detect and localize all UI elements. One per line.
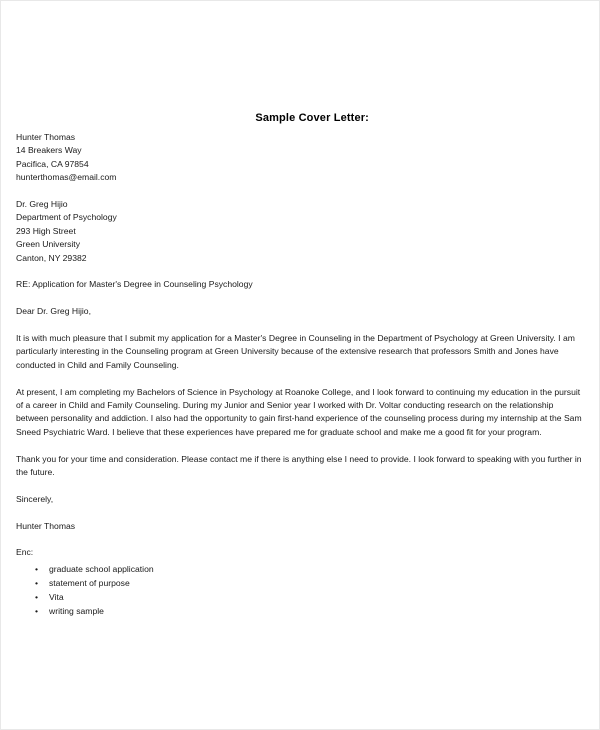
page-title: Sample Cover Letter: — [255, 112, 369, 124]
list-item-label: graduate school application — [49, 563, 154, 574]
sender-address-line: 14 Breakers Way — [16, 145, 82, 156]
recipient-address-line: Department of Psychology — [16, 212, 117, 223]
list-item — [16, 562, 588, 576]
bullet-icon: • — [35, 577, 39, 588]
sender-address-line: Hunter Thomas — [16, 132, 76, 142]
enclosure-list — [16, 562, 588, 618]
recipient-address-line: Green University — [16, 239, 80, 250]
letter-body — [16, 131, 588, 618]
list-item — [16, 576, 588, 590]
recipient-address-line: 293 High Street — [16, 225, 76, 236]
body-paragraph: At present, I am completing my Bachelors of Science in Psychology at Roanoke College, and I look forward to continuing my education in the pursuit of a career in Child and Family Counseling. During my Junior and Senior year I worked with Dr. Voltar conducting research on the relationship between personality and addiction. I also had the opportunity to gain first-hand experience of the counseling process during my internship at the Sam Sneed Psychiatric Ward. I believe that these experiences have prepared me for graduate school and make me a good fit for your program. — [16, 386, 582, 437]
list-item-label: writing sample — [49, 605, 104, 616]
bullet-icon: • — [35, 591, 39, 602]
sender-address-line: Pacifica, CA 97854 — [16, 158, 89, 169]
salutation: Dear Dr. Greg Hijio, — [16, 306, 91, 317]
body-paragraph: It is with much pleasure that I submit my application for a Master's Degree in Counseling in the Department of Psychology at Green University. I am particularly interesting in the Counseling program at Green University because of the extensive research that professors Smith and Jones have conducted in Child and Family Counseling. — [16, 333, 575, 370]
recipient-address-line: Dr. Greg Hijio — [16, 199, 68, 210]
sender-address-block — [16, 131, 588, 185]
signature-name: Hunter Thomas — [16, 520, 76, 531]
body-paragraph: Thank you for your time and consideration. Please contact me if there is anything else I need to provide. I look forward to speaking with you further in the future. — [16, 453, 582, 478]
recipient-address-line: Canton, NY 29382 — [16, 252, 87, 263]
sender-email: hunterthomas@email.com — [16, 172, 117, 183]
recipient-address-block — [16, 198, 588, 265]
enclosure-label: Enc: — [16, 547, 34, 558]
bullet-icon: • — [35, 563, 39, 574]
subject-line: RE: Application for Master's Degree in Counseling Psychology — [16, 279, 253, 290]
closing-line: Sincerely, — [16, 493, 54, 504]
list-item-label: Vita — [49, 591, 64, 602]
list-item — [16, 590, 588, 604]
bullet-icon: • — [35, 605, 39, 616]
list-item — [16, 604, 588, 618]
list-item-label: statement of purpose — [49, 577, 130, 588]
